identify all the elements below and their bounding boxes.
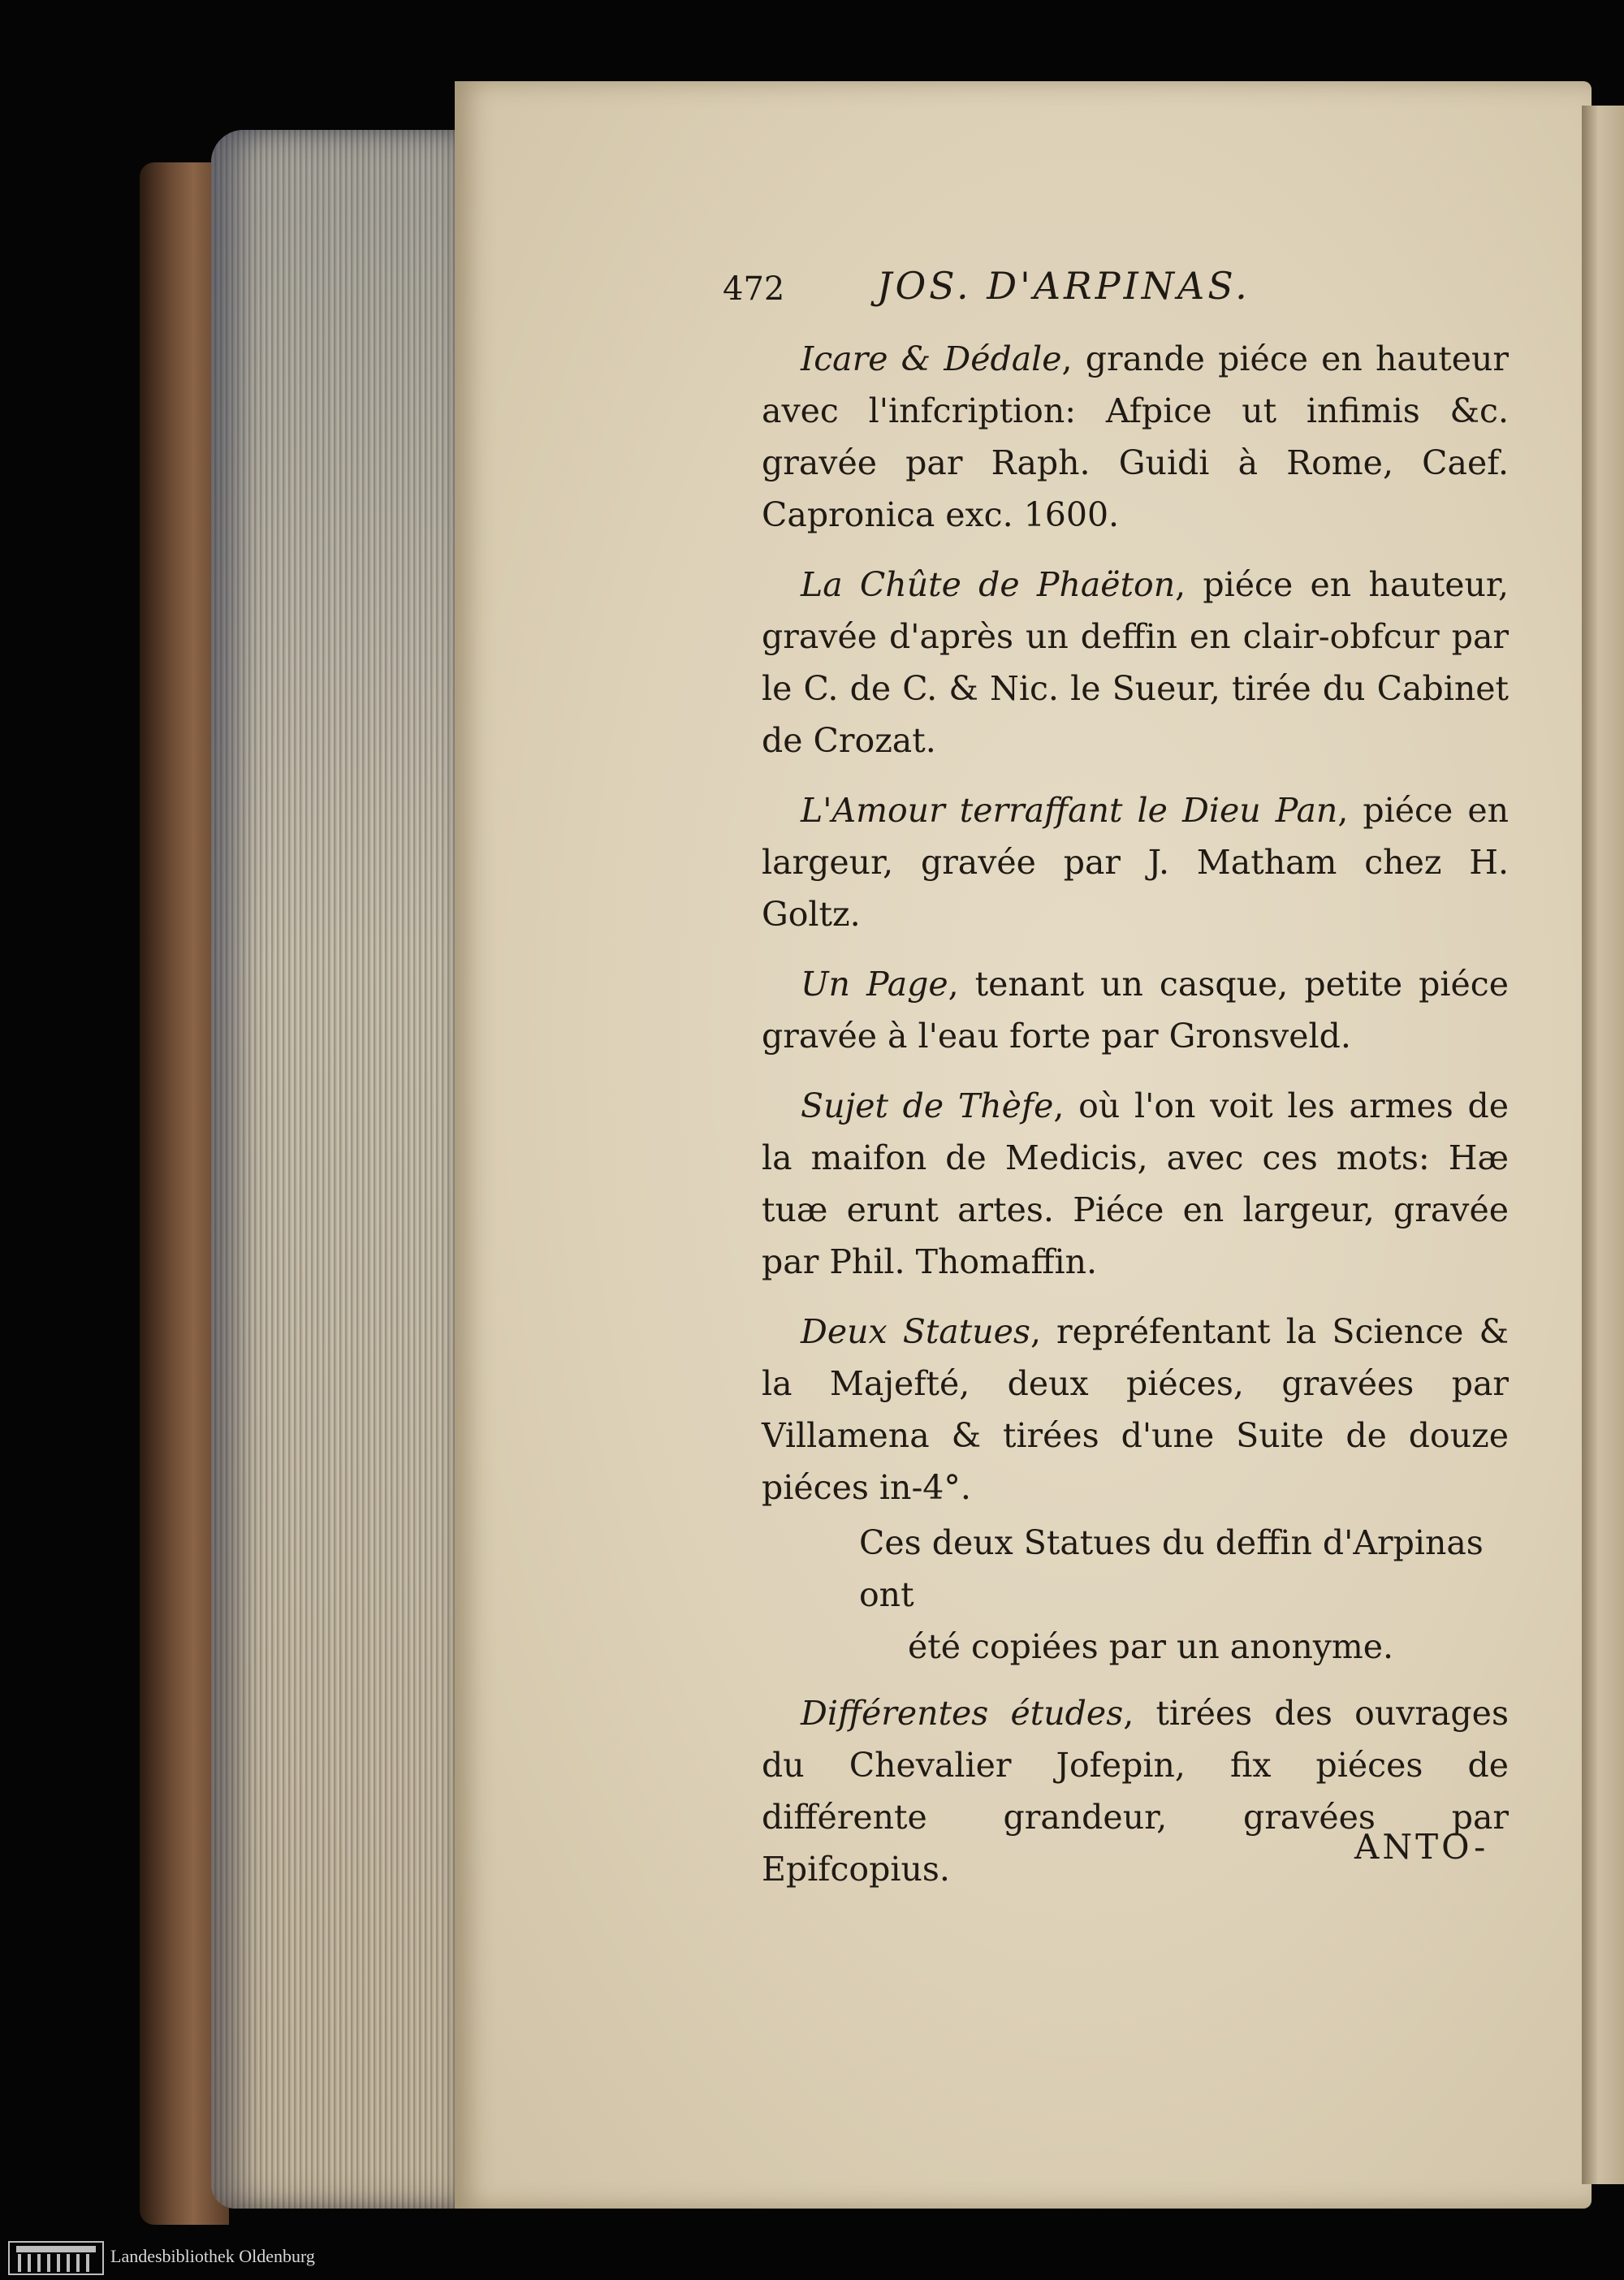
entry-these <box>762 1080 1509 1288</box>
entry-page <box>762 958 1509 1062</box>
entry-statues <box>762 1306 1509 1514</box>
entry-text: , tirées des ouvrages du Chevalier Jofepin, fix piéces de différente grandeur, gravées par Epifcopius. <box>762 1694 1509 1889</box>
note-line-2: été copiées par un anonyme. <box>908 1627 1394 1666</box>
entry-text: , piéce en largeur, gravée par J. Matham chez H. Goltz. <box>762 791 1509 934</box>
entry-text: , où l'on voit les armes de la maifon de Medicis, avec ces mots: Hæ tuæ erunt artes. Piéce en largeur, gravée par Phil. Thomaffin. <box>762 1086 1509 1281</box>
catchword: ANTO- <box>1354 1827 1489 1867</box>
page-number: 472 <box>723 270 785 308</box>
page-fore-edge <box>211 130 463 2209</box>
entry-icare <box>762 333 1509 541</box>
entry-text: , tenant un casque, petite piéce gravée à l'eau forte par Gronsveld. <box>762 965 1509 1056</box>
entry-title: Sujet de Thèfe <box>801 1086 1054 1125</box>
running-title: JOS. D'ARPINAS. <box>877 264 1250 308</box>
statues-note <box>859 1517 1509 1673</box>
entry-title: Deux Statues <box>801 1312 1030 1351</box>
entry-title: La Chûte de Phaëton <box>801 565 1176 604</box>
page-header <box>723 264 1453 321</box>
entry-title: Icare & Dédale <box>801 339 1062 378</box>
entry-phaeton <box>762 559 1509 766</box>
note-line-1: Ces deux Statues du deffin d'Arpinas ont <box>859 1523 1484 1614</box>
entry-title: L'Amour terraffant le Dieu Pan <box>801 791 1338 830</box>
entry-text: , grande piéce en hauteur avec l'infcription: Afpice ut infimis &c. gravée par Raph. Guidi à Rome, Caef. Capronica exc. 1600. <box>762 339 1509 534</box>
library-building-icon <box>8 2241 104 2275</box>
library-label: Landesbibliothek Oldenburg <box>110 2246 315 2266</box>
footer-bar <box>0 2235 1624 2280</box>
entry-amour <box>762 784 1509 940</box>
entry-text: , repréfentant la Science & la Majefté, deux piéces, gravées par Villamena & tirées d'une Suite de douze piéces in-4°. <box>762 1312 1509 1507</box>
entry-text: , piéce en hauteur, gravée d'après un deffin en clair-obfcur par le C. de C. & Nic. le Sueur, tirée du Cabinet de Crozat. <box>762 565 1509 760</box>
entry-title: Un Page <box>801 965 948 1004</box>
entry-title: Différentes études <box>801 1694 1124 1733</box>
page-text <box>762 333 1509 1913</box>
facing-page-edge <box>1582 106 1624 2184</box>
